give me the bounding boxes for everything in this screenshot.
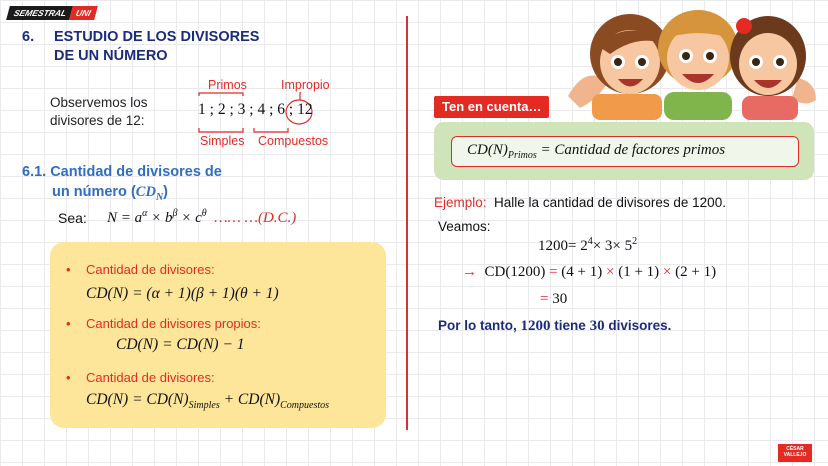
- footer-logo-l2: VALLEJO: [783, 452, 807, 458]
- divisor: 4: [257, 101, 266, 118]
- brand-semestral: SEMESTRAL: [6, 6, 73, 20]
- brand-uni: UNI: [70, 6, 98, 20]
- conclusion: [438, 318, 671, 335]
- tip-sub: Primos: [507, 150, 537, 161]
- tip-label: Ten en cuenta…: [434, 96, 549, 118]
- intro-line2: divisores de 12:: [50, 113, 145, 128]
- label-compuestos: Compuestos: [258, 134, 329, 148]
- section-line2: un número (: [52, 184, 136, 200]
- intro-line1: Observemos los: [50, 95, 148, 110]
- cd-computation: → CD(1200) = (4 + 1) × (1 + 1) × (2 + 1): [462, 264, 717, 280]
- slide-title: [22, 28, 259, 66]
- tip-formula-text: Cantidad de factores primos: [554, 142, 726, 158]
- n-value: 1200: [538, 238, 568, 254]
- bullet-cantidad-divisores-2: • Cantidad de divisores:: [64, 370, 215, 385]
- bullet-divisores-propios: • Cantidad de divisores propios:: [64, 316, 261, 331]
- sea-label: Sea:: [58, 210, 87, 226]
- formula-cd: CD(N) = (α + 1)(β + 1)(θ + 1): [86, 285, 279, 302]
- conclusion-n: 1200: [520, 318, 551, 334]
- footer-logo-l1: CÉSAR: [786, 446, 804, 452]
- divisor: 3: [237, 101, 246, 118]
- conclusion-p3: divisores.: [608, 318, 672, 333]
- divisor: 12: [297, 101, 313, 118]
- example-line: [434, 195, 726, 210]
- divisor: 2: [217, 101, 226, 118]
- divisor: 6: [277, 101, 285, 118]
- example-label: Ejemplo:: [434, 195, 487, 210]
- label-primos: Primos: [208, 78, 247, 92]
- formula-simples-compuestos: $CD(N) = CD(N)_{Simples} + CD(N)_{Compuestos}$: [86, 391, 330, 412]
- veamos-label: Veamos:: [438, 219, 491, 234]
- formula-propios: CD(N) = CD(N) − 1: [116, 336, 245, 353]
- result-value: 30: [552, 291, 568, 307]
- factorization-1200: $1200= 2^4\times 3\times 5^2$: [538, 236, 638, 254]
- bullet-cantidad-divisores: • Cantidad de divisores:: [64, 262, 215, 277]
- conclusion-k: 30: [589, 318, 605, 334]
- cd-result: = 30: [540, 291, 568, 307]
- divisor-list: 1 ; 2 ; 3 ; 4 ; 6 ; 12: [198, 101, 313, 118]
- footer-logo: [778, 444, 812, 462]
- title-line2: DE UN NÚMERO: [54, 48, 168, 64]
- title-number: 6.: [22, 29, 35, 45]
- conclusion-p2: tiene: [554, 318, 586, 333]
- dc-label: …… …(D.C.): [214, 210, 297, 226]
- vertical-divider: [406, 16, 408, 430]
- intro-text: [50, 94, 148, 130]
- tip-formula: $CD(N)_{Primos}$ = Cantidad de factores primos: [467, 142, 726, 161]
- label-impropio: Impropio: [281, 78, 330, 92]
- example-question: Halle la cantidad de divisores de 1200.: [494, 195, 726, 210]
- sub-simples: Simples: [188, 400, 220, 412]
- brand-logo: [8, 6, 96, 20]
- divisor: 1: [198, 101, 206, 118]
- sub-compuestos: Compuestos: [280, 400, 330, 412]
- children-illustration: [568, 4, 818, 120]
- title-line1: ESTUDIO DE LOS DIVISORES: [54, 29, 260, 45]
- conclusion-p1: Por lo tanto,: [438, 318, 517, 333]
- section-heading: 6.1. Cantidad de divisores de un número $(CD_N)$: [22, 164, 222, 203]
- label-simples: Simples: [200, 134, 245, 148]
- factorization-formula: $N = a^\alpha \times b^\beta \times c^\theta$ …… …(D.C.): [107, 208, 297, 226]
- section-line1: 6.1. Cantidad de divisores de: [22, 164, 222, 180]
- cd-text: CD(1200): [484, 264, 546, 280]
- arrow-icon: →: [462, 264, 477, 280]
